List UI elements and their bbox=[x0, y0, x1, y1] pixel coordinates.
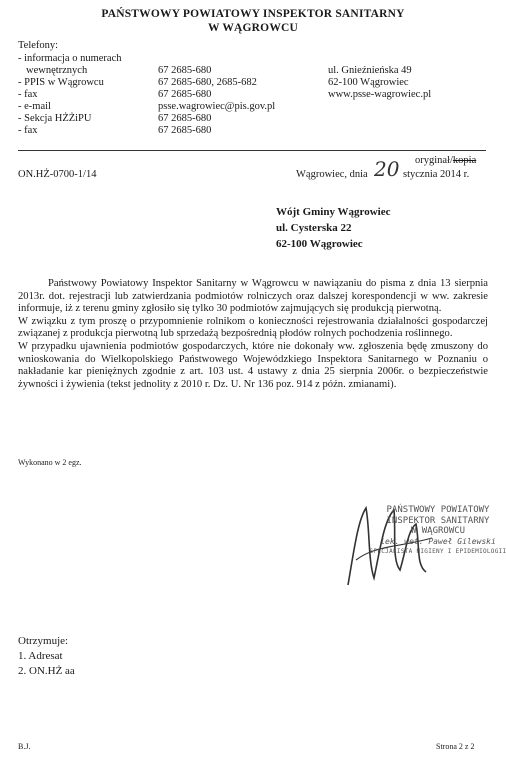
official-stamp bbox=[368, 505, 506, 558]
body-paragraph: W związku z tym proszę o przypomnienie rolnikom o konieczności rejestrowania działalności gospodarczej związanej z produkcja pierwotną lub sprzedażą bezpośrednią płodów rolnych pochodzenia roślinnego. bbox=[18, 315, 488, 340]
header-divider bbox=[18, 150, 486, 151]
contact-label: - e-mail bbox=[18, 101, 51, 112]
body-paragraph: Państwowy Powiatowy Inspektor Sanitarny w Wągrowcu w nawiązaniu do pisma z dnia 13 sierpnia 2013r. dot. rejestracji lub zatwierdzania podmiotów rolniczych oraz dalszej korespondencji w ww. zakresie informuje, iż z terenu gminy zgłosiło się tylko 30 podmiotów zajmujących się produkcją pierwotną. bbox=[18, 278, 488, 315]
contact-label: wewnętrznych bbox=[26, 65, 88, 76]
recipient-city: 62-100 Wągrowiec bbox=[276, 238, 363, 250]
recipients-heading: Otrzymuje: bbox=[18, 635, 69, 647]
institution-name: PAŃSTWOWY POWIATOWY INSPEKTOR SANITARNY bbox=[101, 8, 405, 20]
date-prefix: Wągrowiec, dnia bbox=[296, 169, 368, 180]
document-status: oryginał/kopia bbox=[415, 155, 477, 166]
contact-label: - PPIS w Wągrowcu bbox=[18, 77, 104, 88]
contact-label: - fax bbox=[18, 125, 38, 136]
recipient-item: 2. ON.HŻ aa bbox=[18, 665, 75, 677]
contact-label: - fax bbox=[18, 89, 38, 100]
stamp-line: PAŃSTWOWY POWIATOWY bbox=[386, 505, 490, 515]
postal-address: 62-100 Wągrowiec bbox=[328, 77, 409, 88]
email-address: psse.wagrowiec@pis.gov.pl bbox=[158, 101, 276, 112]
stamp-title: SPECJALISTA HIGIENY I EPIDEMIOLOGII bbox=[369, 548, 506, 555]
phones-label: Telefony: bbox=[18, 40, 59, 51]
copy-label: kopia bbox=[452, 155, 477, 166]
page-number: Strona 2 z 2 bbox=[436, 742, 475, 751]
handwritten-day: 20 bbox=[374, 157, 400, 181]
body-paragraph: W przypadku ujawnienia podmiotów gospodarczych, które nie dokonały ww. zgłoszenia będę zmuszony do wnioskowania do Wielkopolskiego Państwowego Wojewódzkiego Inspektora Sanitarnego w Poznaniu o nakładanie kar pieniężnych zgodnie z art. 103 ust. 4 ustawy z dnia 25 sierpnia 2006r. o bezpieczeństwie żywności i żywienia (tekst jednolity z 2010 r. Dz. U. Nr 136 poz. 914 z późn. zmianami). bbox=[18, 340, 488, 390]
stamp-line: W WĄGROWCU bbox=[410, 526, 466, 536]
contact-value: 67 2685-680 bbox=[158, 65, 212, 76]
contact-value: 67 2685-680 bbox=[158, 89, 212, 100]
reference-number: ON.HŻ-0700-1/14 bbox=[18, 169, 97, 180]
letter-body bbox=[18, 278, 488, 391]
website-address: www.psse-wagrowiec.pl bbox=[328, 89, 432, 100]
contact-value: 67 2685-680 bbox=[158, 113, 212, 124]
contact-label: - informacja o numerach bbox=[18, 53, 122, 64]
contact-value: 67 2685-680, 2685-682 bbox=[158, 77, 257, 88]
institution-location: W WĄGROWCU bbox=[207, 22, 299, 34]
original-label: oryginał bbox=[415, 155, 450, 166]
date-suffix: stycznia 2014 r. bbox=[403, 169, 470, 180]
stamp-signatory: lek. wet. Paweł Gilewski bbox=[380, 536, 496, 546]
copies-note: Wykonano w 2 egz. bbox=[18, 458, 82, 467]
recipient-name: Wójt Gminy Wągrowiec bbox=[276, 206, 391, 218]
author-initials: B.J. bbox=[18, 742, 31, 751]
stamp-line: INSPEKTOR SANITARNY bbox=[386, 515, 490, 526]
contact-value: 67 2685-680 bbox=[158, 125, 212, 136]
recipient-street: ul. Cysterska 22 bbox=[276, 222, 352, 234]
street-address: ul. Gnieźnieńska 49 bbox=[328, 65, 412, 76]
recipient-item: 1. Adresat bbox=[18, 650, 63, 662]
contact-label: - Sekcja HŻŻiPU bbox=[18, 113, 92, 124]
